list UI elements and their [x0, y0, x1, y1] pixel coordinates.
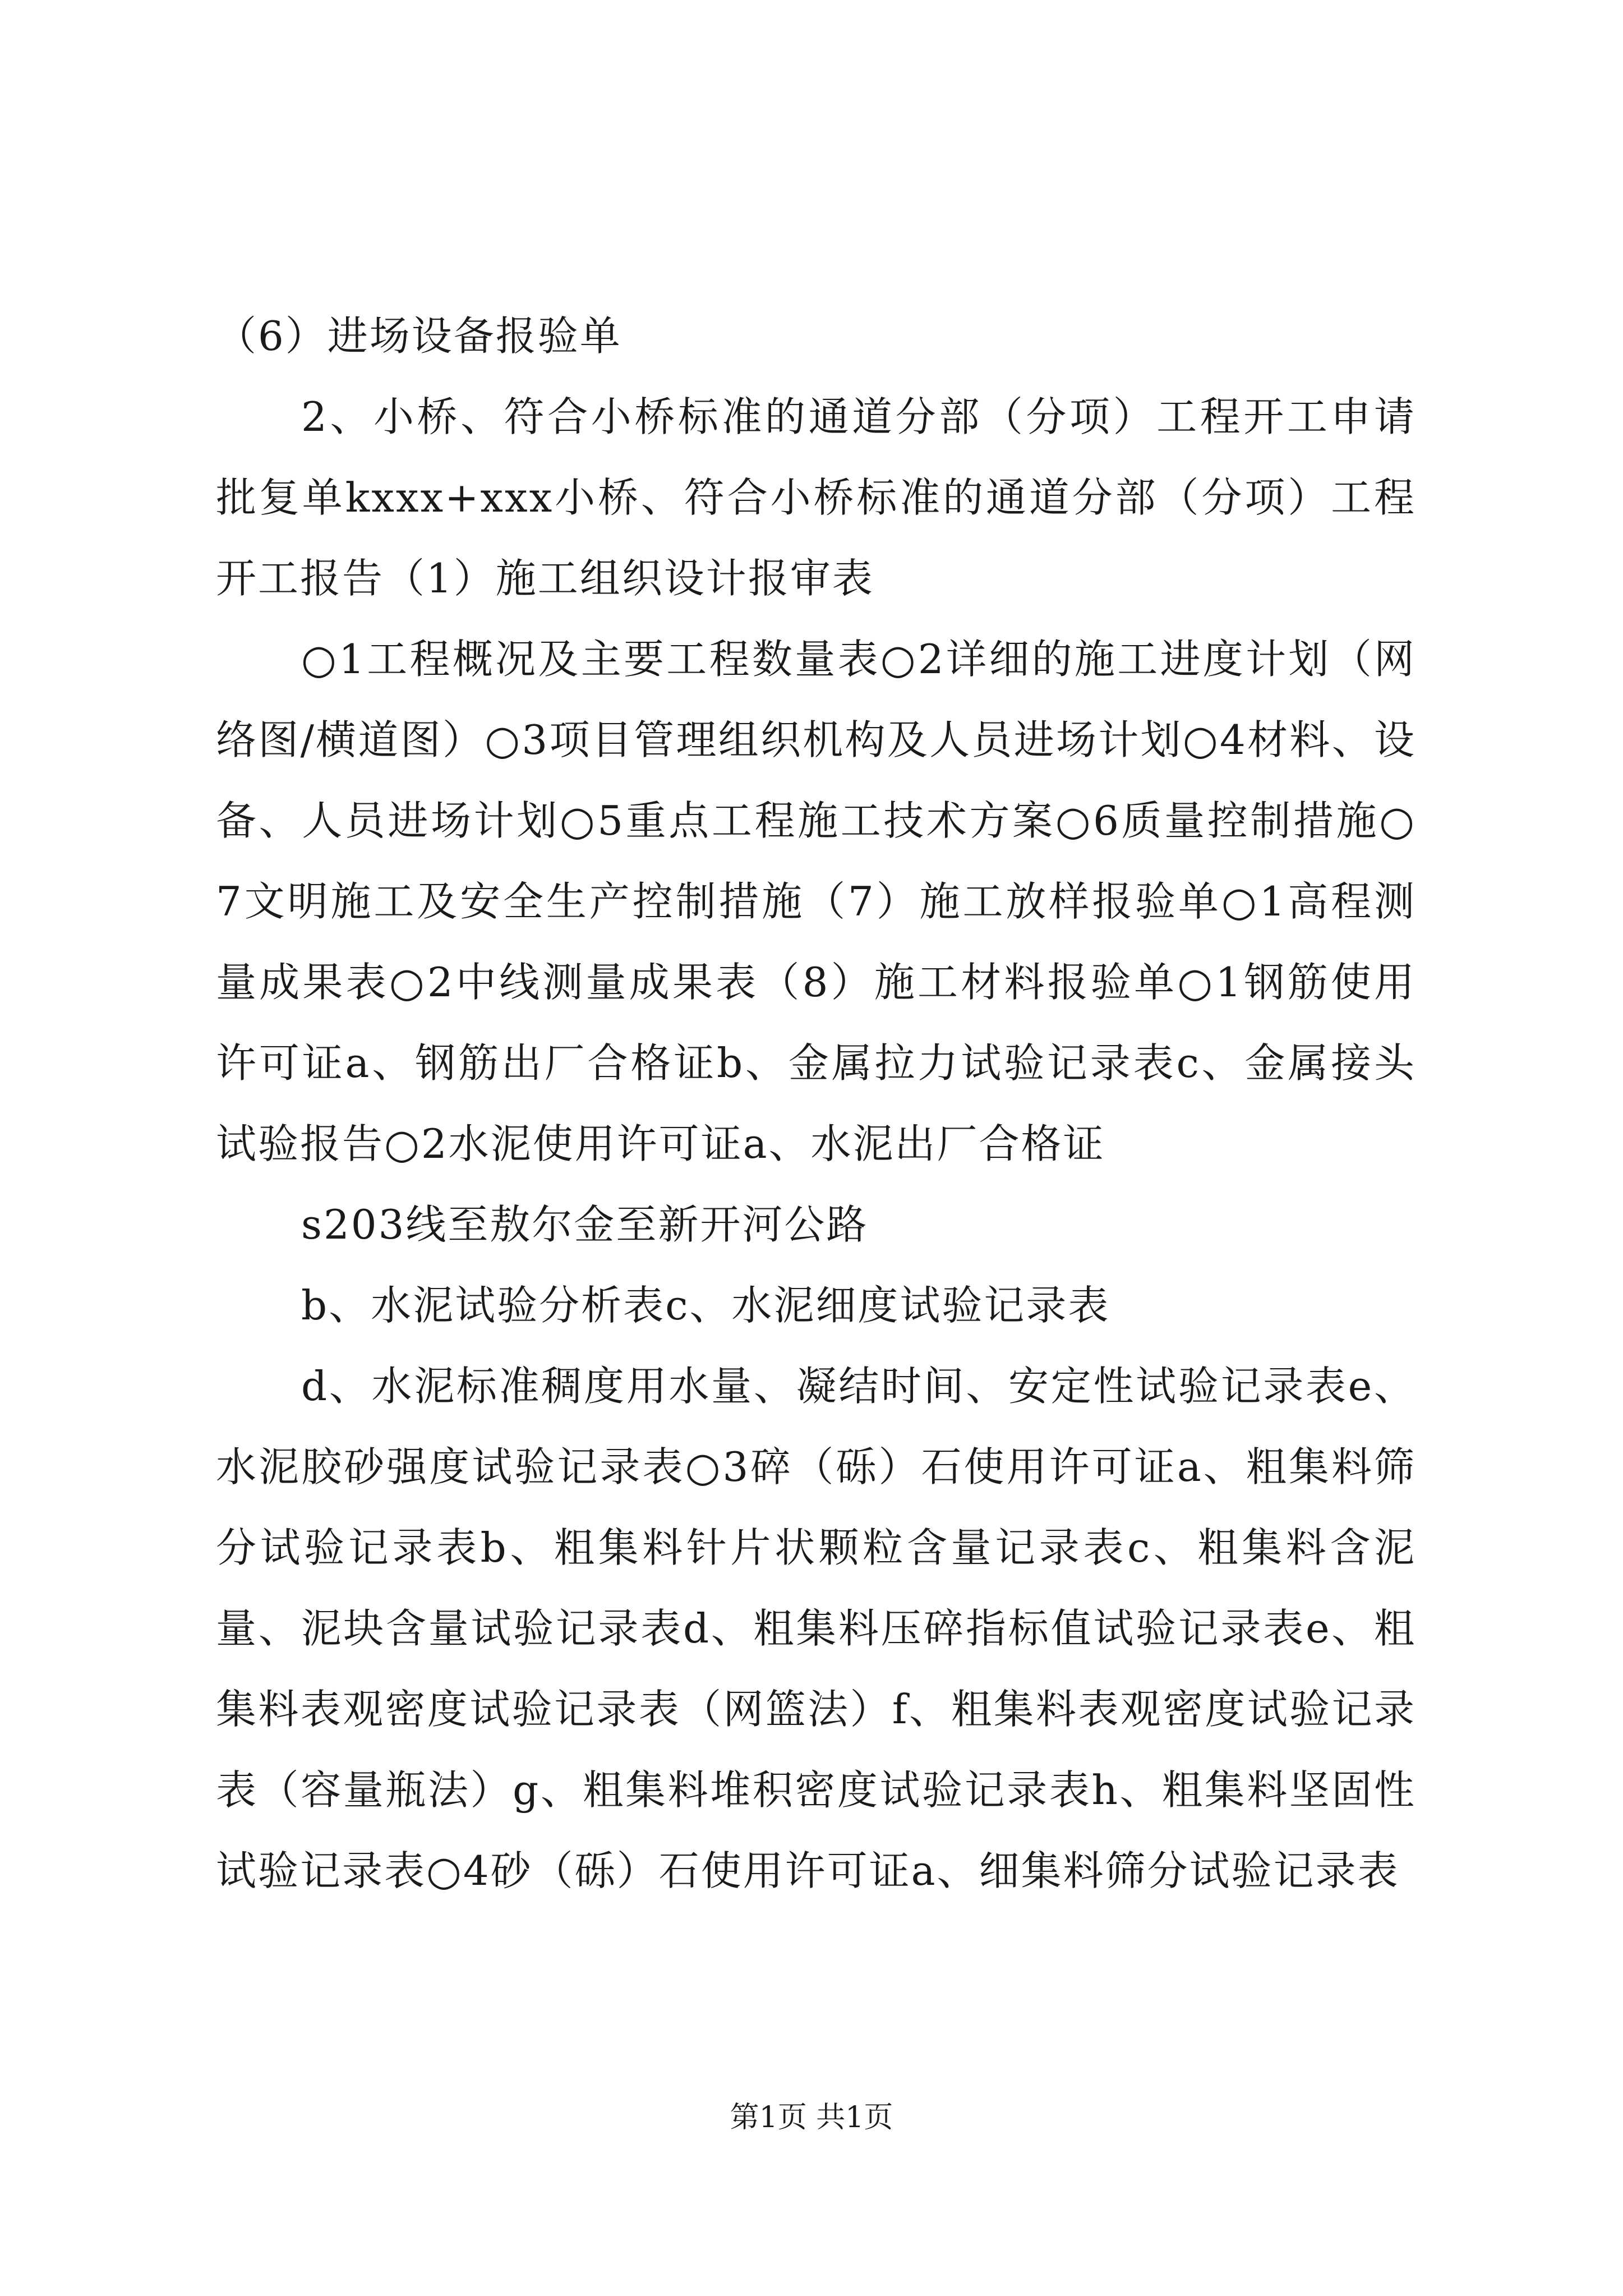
paragraph-road-name: s203线至敖尔金至新开河公路 [301, 1201, 869, 1248]
paragraph-bridge-approval: 2、小桥、符合小桥标准的通道分部（分项）工程开工申请批复单kxxx+xxx小桥、符合小桥标准的通道分部（分项）工程开工报告（1）施工组织设计报审表 [216, 393, 1416, 602]
paragraph-aggregate-tests: d、水泥标准稠度用水量、凝结时间、安定性试验记录表e、水泥胶砂强度试验记录表○3碎（砾）石使用许可证a、粗集料筛分试验记录表b、粗集料针片状颗粒含量记录表c、粗集料含泥量、泥块含量试验记录表d、粗集料压碎指标值试验记录表e、粗集料表观密度试验记录表（网篮法）f、粗集料表观密度试验记录表（容量瓶法）g、粗集料堆积密度试验记录表h、粗集料坚固性试验记录表○4砂（砾）石使用许可证a、细集料筛分试验记录表 [216, 1363, 1416, 1894]
document-body [216, 296, 1416, 1911]
paragraph-cement-tests: b、水泥试验分析表c、水泥细度试验记录表 [301, 1282, 1110, 1329]
paragraph-construction-plan: ○1工程概况及主要工程数量表○2详细的施工进度计划（网络图/横道图）○3项目管理组织机构及人员进场计划○4材料、设备、人员进场计划○5重点工程施工技术方案○6质量控制措施○7文明施工及安全生产控制措施（7）施工放样报验单○1高程测量成果表○2中线测量成果表（8）施工材料报验单○1钢筋使用许可证a、钢筋出厂合格证b、金属拉力试验记录表c、金属接头试验报告○2水泥使用许可证a、水泥出厂合格证 [216, 636, 1416, 1167]
page-number-footer: 第1页 共1页 [730, 2101, 893, 2134]
paragraph-equipment-inspection: （6）进场设备报验单 [216, 312, 622, 360]
